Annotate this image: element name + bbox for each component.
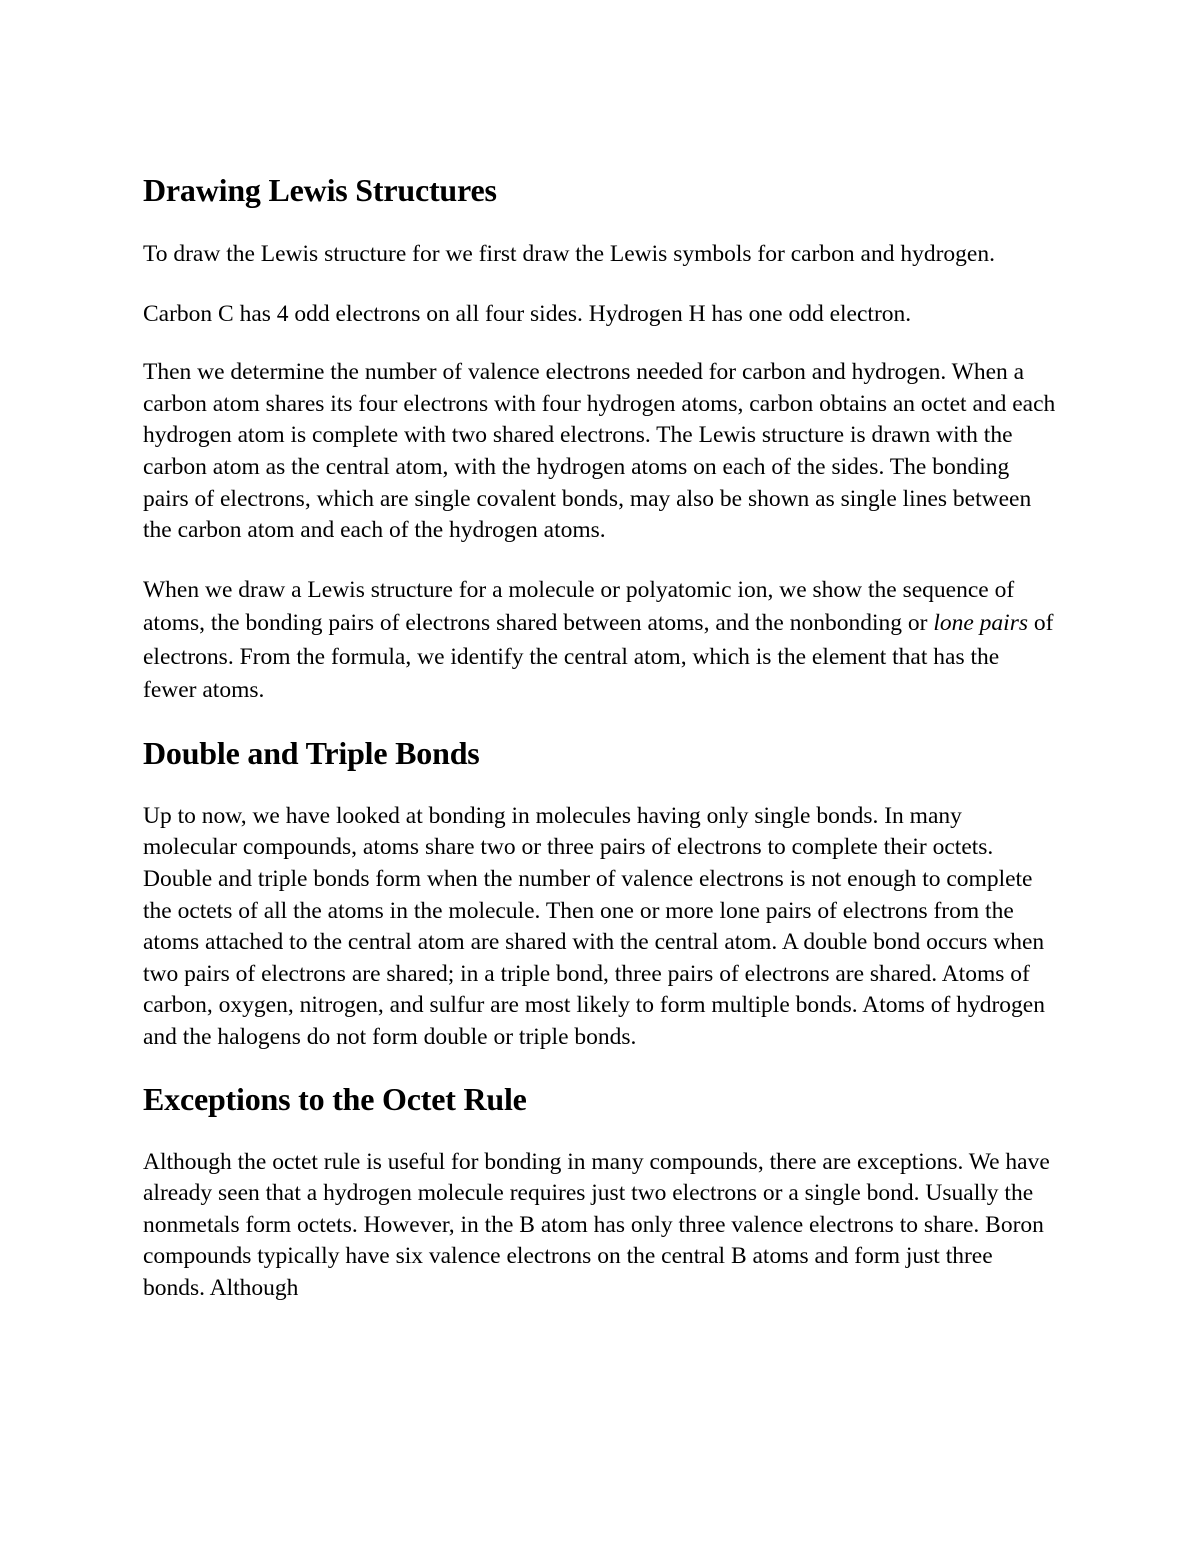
paragraph: Although the octet rule is useful for bonding in many compounds, there are exceptions. We have already seen that a hydrogen molecule requires just two electrons or a single bond. Usually the nonmetals form octets. However, in the B atom has only three valence electrons to share. Boron compounds typically have six valence electrons on the central B atoms and form just three bonds. Although	[143, 1148, 1050, 1301]
text-run: When we draw a Lewis structure for a molecule or polyatomic ion, we show the sequence of atoms, the bonding pairs of electrons shared between atoms, and the nonbonding or	[143, 576, 1015, 637]
paragraph-lone-pairs	[143, 574, 1058, 708]
document-page	[143, 170, 1058, 1304]
section-title-drawing-lewis-structures: Drawing Lewis Structures	[143, 172, 497, 208]
paragraph: Up to now, we have looked at bonding in molecules having only single bonds. In many molecular compounds, atoms share two or three pairs of electrons to complete their octets. Double and triple bonds form when the number of valence electrons is not enough to complete the octets of all the atoms in the molecule. Then one or more lone pairs of electrons from the atoms attached to the central atom are shared with the central atom. A double bond occurs when two pairs of electrons are shared; in a triple bond, three pairs of electrons are shared. Atoms of carbon, oxygen, nitrogen, and sulfur are most likely to form multiple bonds. Atoms of hydrogen and the halogens do not form double or triple bonds.	[143, 802, 1045, 1050]
paragraph: Carbon C has 4 odd electrons on all four sides. Hydrogen H has one odd electron.	[143, 300, 912, 327]
section-title-exceptions-octet-rule: Exceptions to the Octet Rule	[143, 1080, 527, 1117]
section-title-double-triple-bonds: Double and Triple Bonds	[143, 734, 480, 771]
emphasis-lone-pairs: lone pairs	[933, 610, 1028, 637]
paragraph: To draw the Lewis structure for we first draw the Lewis symbols for carbon and hydrogen.	[143, 241, 995, 267]
paragraph: Then we determine the number of valence electrons needed for carbon and hydrogen. When a carbon atom shares its four electrons with four hydrogen atoms, carbon obtains an octet and each hydrogen atom is complete with two shared electrons. The Lewis structure is drawn with the carbon atom as the central atom, with the hydrogen atoms on each of the sides. The bonding pairs of electrons, which are single covalent bonds, may also be shown as single lines between the carbon atom and each of the hydrogen atoms.	[143, 359, 1056, 544]
text-run: of electrons. From the formula, we identify the central atom, which is the element that has the fewer atoms.	[143, 610, 1054, 704]
